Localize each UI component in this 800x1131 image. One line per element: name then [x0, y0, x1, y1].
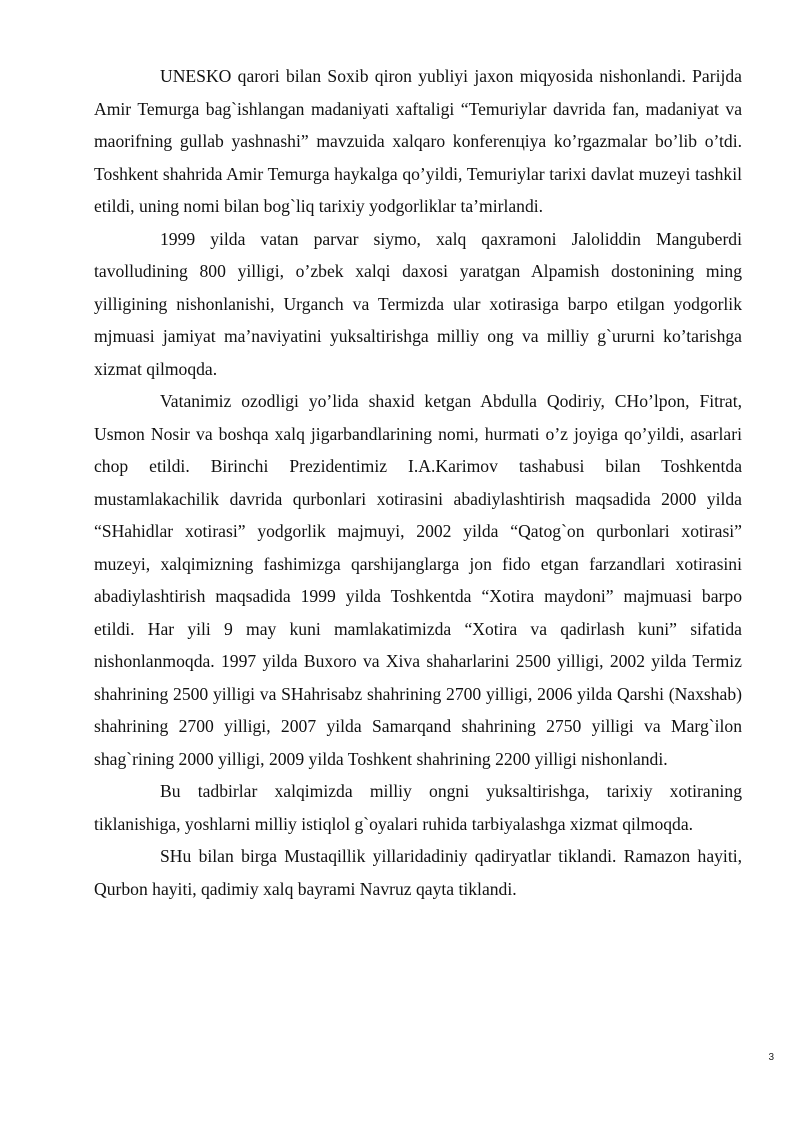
paragraph-1: UNESKO qarori bilan Soxib qiron yubliyi jaxon miqyosida nishonlandi. Parijda Amir Temurga bag`ishlangan madaniyati xaftaligi “Temuriylar davrida fan, madaniyat va maorifning gullab yashnashi” mavzuida xalqaro konferenцiya ko’rgazmalar bo’lib o’tdi. Toshkent shahrida Amir Temurga haykalga qo’yildi, Temuriylar tarixi davlat muzeyi tashkil etildi, uning nomi bilan bog`liq tarixiy yodgorliklar ta’mirlandi. — [94, 66, 742, 216]
paragraph-4: Bu tadbirlar xalqimizda milliy ongni yuksaltirishga, tarixiy xotiraning tiklanishiga, yoshlarni milliy istiqlol g`oyalari ruhida tarbiyalashga xizmat qilmoqda. — [94, 781, 742, 834]
document-body — [94, 60, 742, 905]
paragraph-3: Vatanimiz ozodligi yo’lida shaxid ketgan Abdulla Qodiriy, CHo’lpon, Fitrat, Usmon Nosir va boshqa xalq jigarbandlarining nomi, hurmati o’z joyiga qo’yildi, asarlari chop etildi. Birinchi Prezidentimiz I.A.Karimov tashabusi bilan Toshkentda mustamlakachilik davrida qurbonlari xotirasini abadiylashtirish maqsadida 2000 yilda “SHahidlar xotirasi” yodgorlik majmuyi, 2002 yilda “Qatog`on qurbonlari xotirasi” muzeyi, xalqimizning fashimizga qarshijanglarga jon fido etgan farzandlari xotirasini abadiylashtirish maqsadida 1999 yilda Toshkentda “Xotira maydoni” majmuasi barpo etildi. Har yili 9 may kuni mamlakatimizda “Xotira va qadirlash kuni” sifatida nishonlanmoqda. 1997 yilda Buxoro va Xiva shaharlarini 2500 yilligi, 2002 yilda Termiz shahrining 2500 yilligi va SHahrisabz shahrining 2700 yilligi, 2006 yilda Qarshi (Naxshab) shahrining 2700 yilligi, 2007 yilda Samarqand shahrining 2750 yilligi va Marg`ilon shag`rining 2000 yilligi, 2009 yilda Toshkent shahrining 2200 yilligi nishonlandi. — [94, 391, 742, 769]
paragraph-5: SHu bilan birga Mustaqillik yillaridadiniy qadiryatlar tiklandi. Ramazon hayiti, Qurbon hayiti, qadimiy xalq bayrami Navruz qayta tiklandi. — [94, 846, 742, 899]
page-number: 3 — [768, 1052, 774, 1063]
paragraph-2: 1999 yilda vatan parvar siymo, xalq qaxramoni Jaloliddin Manguberdi tavolludining 800 yilligi, o’zbek xalqi daxosi yaratgan Alpamish dostonining ming yilligining nishonlanishi, Urganch va Termizda ular xotirasiga barpo etilgan yodgorlik mjmuasi jamiyat ma’naviyatini yuksaltirishga milliy ong va milliy g`ururni ko’tarishga xizmat qilmoqda. — [94, 228, 742, 379]
